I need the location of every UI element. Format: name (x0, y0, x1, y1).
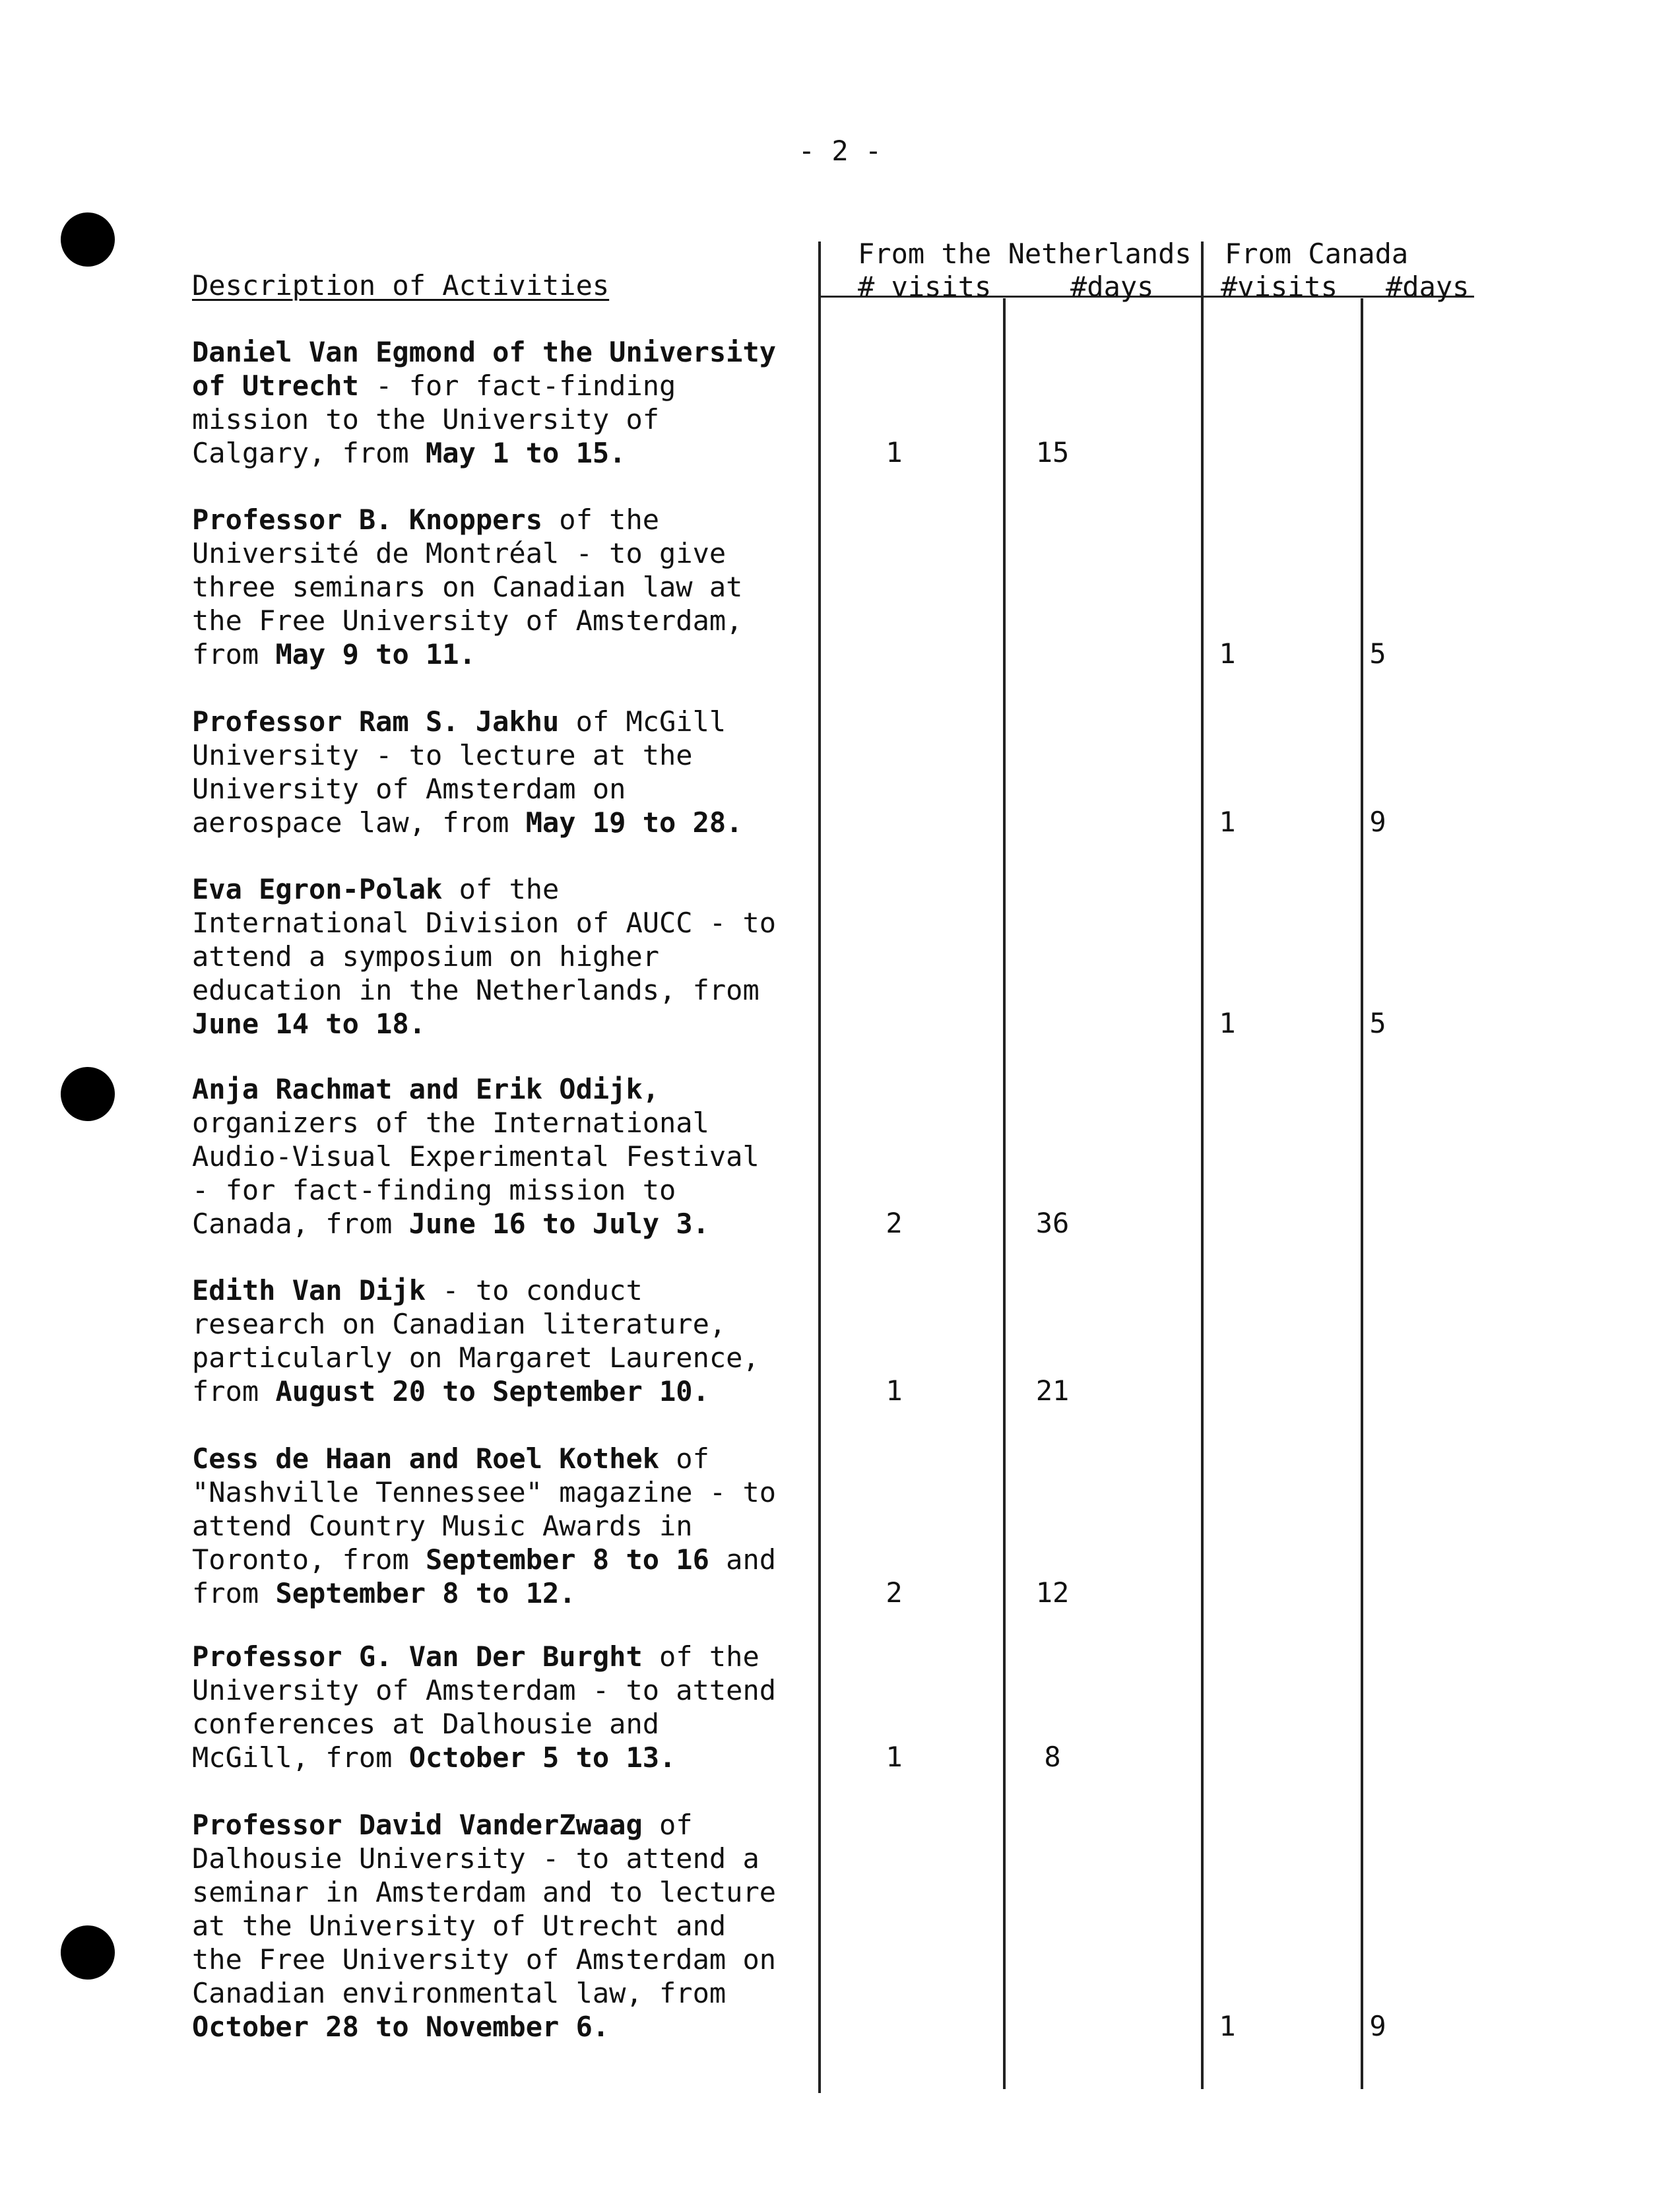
header-ca-visits: #visits (1221, 271, 1338, 303)
description-line (192, 536, 825, 570)
description-bold-text: June 16 to July 3. (408, 1208, 709, 1240)
ca-days-value: 5 (1369, 637, 1386, 670)
description-text: attend a symposium on higher (192, 940, 660, 973)
ca-visits-value: 1 (1219, 806, 1236, 838)
activity-description (192, 1640, 825, 1774)
description-bold-text: of Utrecht (192, 370, 359, 402)
header-from-canada: From Canada (1225, 238, 1409, 270)
description-line (192, 1442, 825, 1475)
description-line (192, 1072, 825, 1106)
description-line (192, 772, 825, 806)
description-line (192, 1475, 825, 1509)
nl-days-value: 8 (1044, 1741, 1061, 1773)
description-line (192, 1173, 825, 1207)
description-text: from (192, 1577, 276, 1609)
description-line (192, 1976, 825, 2010)
ca-visits-value: 1 (1219, 2010, 1236, 2042)
description-bold-text: May 19 to 28. (525, 806, 743, 839)
description-text: research on Canadian literature, (192, 1308, 727, 1340)
description-line (192, 403, 825, 436)
description-line (192, 1943, 825, 1976)
description-line (192, 1509, 825, 1543)
description-text: three seminars on Canadian law at (192, 571, 743, 603)
description-line (192, 1875, 825, 1909)
description-line (192, 872, 825, 906)
description-text: - to conduct (426, 1274, 643, 1307)
page-number: - 2 - (798, 135, 882, 167)
description-text: organizers of the International (192, 1107, 709, 1139)
description-text: mission to the University of (192, 403, 660, 436)
description-text: from (192, 1375, 276, 1407)
description-line (192, 1007, 825, 1041)
activity-description (192, 1072, 825, 1241)
description-line (192, 2010, 825, 2044)
description-text: - for fact-finding (358, 370, 676, 402)
description-bold-text: August 20 to September 10. (275, 1375, 709, 1407)
description-line (192, 1374, 825, 1408)
description-text: Canadian environmental law, from (192, 1977, 727, 2009)
description-text: conferences at Dalhousie and (192, 1708, 660, 1740)
description-bold-text: October 28 to November 6. (192, 2011, 610, 2043)
description-line (192, 806, 825, 839)
header-description: Description of Activities (192, 269, 610, 302)
description-line (192, 906, 825, 940)
description-text: attend Country Music Awards in (192, 1510, 693, 1542)
description-text: aerospace law, from (192, 806, 526, 839)
description-line (192, 1341, 825, 1374)
description-text: McGill, from (192, 1741, 409, 1774)
nl-days-value: 15 (1035, 436, 1070, 468)
description-bold-text: May 1 to 15. (426, 437, 626, 469)
description-line (192, 1106, 825, 1140)
description-bold-text: Professor G. Van Der Burght (192, 1640, 643, 1673)
nl-visits-value: 2 (886, 1576, 903, 1609)
nl-days-value: 12 (1035, 1576, 1070, 1609)
description-line (192, 940, 825, 973)
punch-hole-middle (61, 1067, 115, 1121)
description-text: the Free University of Amsterdam, (192, 604, 743, 637)
description-bold-text: Edith Van Dijk (192, 1274, 426, 1307)
description-text: seminar in Amsterdam and to lecture (192, 1876, 777, 1908)
description-text: "Nashville Tennessee" magazine - to (192, 1476, 777, 1508)
activity-description (192, 503, 825, 671)
description-bold-text: September 8 to 12. (275, 1577, 576, 1609)
header-nl-days: #days (1070, 271, 1154, 303)
description-text: Toronto, from (192, 1543, 426, 1576)
description-line (192, 436, 825, 470)
column-divider-nl-visits-days (1003, 298, 1006, 2089)
description-line (192, 570, 825, 604)
description-bold-text: Anja Rachmat and Erik Odijk, (192, 1073, 660, 1105)
description-line (192, 604, 825, 637)
description-text: at the University of Utrecht and (192, 1910, 727, 1942)
description-line (192, 1707, 825, 1741)
header-nl-visits: # visits (858, 271, 992, 303)
ca-visits-value: 1 (1219, 1007, 1236, 1039)
ca-days-value: 9 (1369, 806, 1386, 838)
description-line (192, 503, 825, 536)
description-line (192, 1543, 825, 1576)
nl-days-value: 21 (1035, 1374, 1070, 1407)
description-text: Canada, from (192, 1208, 409, 1240)
description-line (192, 1274, 825, 1307)
description-line (192, 973, 825, 1007)
description-line (192, 705, 825, 738)
description-bold-text: Daniel Van Egmond of the University (192, 336, 777, 368)
description-text: Université de Montréal - to give (192, 537, 727, 569)
column-divider-netherlands-canada (1201, 242, 1204, 2089)
description-text: of the (542, 503, 660, 536)
description-line (192, 1576, 825, 1610)
description-text: of the (442, 873, 560, 905)
description-text: Calgary, from (192, 437, 426, 469)
column-divider-ca-visits-days (1361, 298, 1363, 2089)
description-text: of (659, 1442, 709, 1475)
description-line (192, 1673, 825, 1707)
description-line (192, 738, 825, 772)
description-bold-text: September 8 to 16 (426, 1543, 709, 1576)
description-text: of McGill (559, 705, 727, 738)
description-line (192, 1640, 825, 1673)
description-line (192, 1808, 825, 1842)
description-bold-text: Professor David VanderZwaag (192, 1809, 643, 1841)
description-line (192, 369, 825, 403)
description-text: Audio-Visual Experimental Festival (192, 1140, 759, 1173)
activity-description (192, 872, 825, 1041)
description-line (192, 1909, 825, 1943)
header-from-netherlands: From the Netherlands (858, 238, 1192, 270)
description-bold-text: Eva Egron-Polak (192, 873, 443, 905)
description-bold-text: Professor B. Knoppers (192, 503, 543, 536)
activity-description (192, 1274, 825, 1408)
nl-days-value: 36 (1035, 1207, 1070, 1239)
nl-visits-value: 1 (886, 1741, 903, 1773)
description-line (192, 1207, 825, 1241)
header-ca-days: #days (1386, 271, 1470, 303)
description-bold-text: Cess de Haan and Roel Kothek (192, 1442, 660, 1475)
description-text: Dalhousie University - to attend a (192, 1842, 759, 1875)
activity-description (192, 335, 825, 470)
punch-hole-top (61, 212, 115, 267)
description-text: University of Amsterdam on (192, 773, 626, 805)
activity-description (192, 705, 825, 839)
ca-visits-value: 1 (1219, 637, 1236, 670)
nl-visits-value: 1 (886, 436, 903, 468)
punch-hole-bottom (61, 1925, 115, 1980)
description-text: education in the Netherlands, from (192, 974, 759, 1006)
description-line (192, 1307, 825, 1341)
description-text: - for fact-finding mission to (192, 1174, 676, 1206)
ca-days-value: 9 (1369, 2010, 1386, 2042)
description-text: University - to lecture at the (192, 739, 693, 771)
description-text: from (192, 638, 276, 670)
activity-description (192, 1442, 825, 1610)
description-line (192, 335, 825, 369)
description-text: of the (642, 1640, 759, 1673)
description-bold-text: Professor Ram S. Jakhu (192, 705, 560, 738)
description-text: University of Amsterdam - to attend (192, 1674, 777, 1706)
description-text: International Division of AUCC - to (192, 907, 777, 939)
description-line (192, 1140, 825, 1173)
description-bold-text: June 14 to 18. (192, 1008, 426, 1040)
nl-visits-value: 2 (886, 1207, 903, 1239)
description-bold-text: October 5 to 13. (408, 1741, 676, 1774)
description-line (192, 1842, 825, 1875)
description-text: the Free University of Amsterdam on (192, 1943, 777, 1976)
description-line (192, 637, 825, 671)
nl-visits-value: 1 (886, 1374, 903, 1407)
ca-days-value: 5 (1369, 1007, 1386, 1039)
description-text: and (709, 1543, 777, 1576)
description-bold-text: May 9 to 11. (275, 638, 476, 670)
description-line (192, 1741, 825, 1774)
description-text: particularly on Margaret Laurence, (192, 1341, 759, 1374)
description-text: of (642, 1809, 693, 1841)
activity-description (192, 1808, 825, 2044)
